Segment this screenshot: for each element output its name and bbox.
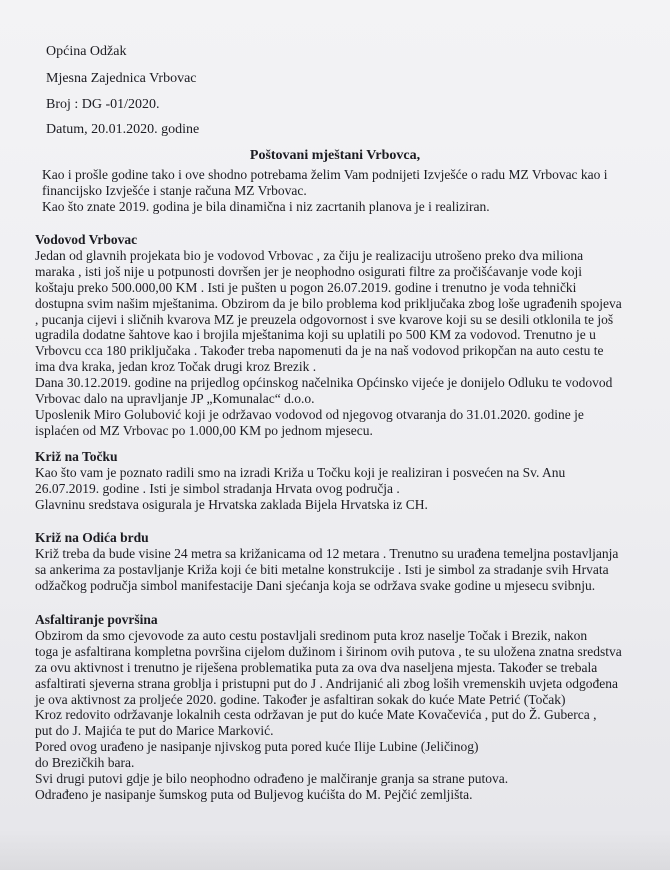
section-line: put do J. Majića te put do Marice Marković. — [35, 723, 274, 739]
reference-number: Broj : DG -01/2020. — [46, 97, 160, 112]
section-line: Vrbovac dalo na upravljanje JP „Komunalac“ d.o.o. — [35, 391, 315, 407]
section-line: Glavninu sredstava osigurala je Hrvatska zaklada Bijela Hrvatska iz CH. — [35, 496, 428, 512]
section-line: Vrbovcu cca 180 priključaka . Također treba napomenuti da je na naš vodovod prikopčan na auto cestu te — [35, 343, 604, 359]
section-line: ima dva kraka, jedan kroz Točak drugi kroz Brezik . — [35, 359, 317, 375]
section-line: isplaćen od MZ Vrbovac po 1.000,00 KM po jednom mjesecu. — [35, 422, 373, 438]
section-line: koštaju preko 500.000,00 KM . Isti je pušten u pogon 26.07.2019. godine i trenutno je voda tehnički — [35, 279, 577, 295]
section-line: do Brezičkih bara. — [35, 755, 135, 771]
section-line: asfaltirati sjeverna strana groblja i pristupni put do J . Andrijanić ali zbog loših vremenskih uvjeta odgođena — [35, 675, 618, 691]
section-title: Asfaltiranje površina — [35, 612, 158, 627]
municipality-line: Općina Odžak — [46, 44, 127, 59]
intro-line: Kao što znate 2019. godina je bila dinamična i niz zacrtanih planova je i realiziran. — [42, 198, 490, 214]
section-line: , pucanja cijevi i sličnih kvarova MZ je preuzela odgovornost i sve kvarove koji su se desili otklonila te još — [35, 311, 614, 327]
community-line: Mjesna Zajednica Vrbovac — [46, 71, 197, 86]
salutation: Poštovani mještani Vrbovca, — [249, 148, 421, 163]
section-line: dostupna svim našim mještanima. Obzirom da je bilo problema kod priključaka zbog loše ugrađenih spojeva — [35, 295, 622, 311]
section-line: toga je asfaltirana kompletna površina cijelom dužinom i širinom ovih putova , te su uložena znatna sredstva — [35, 643, 622, 659]
section-line: Kroz redovito održavanje lokalnih cesta održavan je put do kuće Mate Kovačevića , put do Ž. Guberca , — [35, 707, 597, 723]
intro-line: financijsko Izvješće i stanje računa MZ Vrbovac. — [42, 182, 307, 198]
section-line: za ovu aktivnost i trenutno je riješena problematika puta za ova dva naseljena mjesta. Također se trebala — [35, 659, 598, 675]
section-title: Križ na Točku — [35, 449, 118, 464]
section-kriz-odica-brdo — [35, 530, 645, 594]
section-vodovod — [35, 232, 645, 439]
section-line: Križ treba da bude visine 24 metra sa križanicama od 12 metara . Trenutno su urađena temeljna postavljanja — [35, 545, 619, 561]
paper-shadow — [0, 830, 670, 870]
section-line: Svi drugi putovi gdje je bilo neophodno odrađeno je malčiranje granja sa strane putova. — [35, 771, 509, 787]
section-asfaltiranje — [35, 612, 645, 803]
document-date: Datum, 20.01.2020. godine — [46, 122, 200, 137]
section-kriz-tocak — [35, 449, 645, 513]
intro-line: Kao i prošle godine tako i ove shodno potrebama želim Vam podnijeti Izvješće o radu MZ Vrbovac kao i — [42, 167, 608, 182]
section-line: odžačkog područja simbol manifestacije Dani sjećanja koja se održava svake godine u mjesecu svibnju. — [35, 577, 596, 593]
section-title: Križ na Odića brdu — [35, 530, 149, 545]
section-line: Obzirom da smo cjevovode za auto cestu postavljali sredinom puta kroz naselje Točak i Brezik, nakon — [35, 627, 588, 643]
section-line: 26.07.2019. godine . Isti je simbol stradanja Hrvata ovog područja . — [35, 480, 400, 496]
intro-paragraph — [35, 167, 645, 215]
section-line: je ova aktivnost za proljeće 2020. godine. Također je asfaltiran sokak do kuće Mate Petrić (Točak) — [35, 691, 566, 707]
section-line: Pored ovog urađeno je nasipanje njivskog puta pored kuće Ilije Lubine (Jeličinog) — [35, 739, 479, 755]
section-line: ugradila dodatne šahtove kao i brojila mještanima koji su uplatili po 500 KM za vodovod. Trenutno je u — [35, 327, 596, 343]
section-line: Dana 30.12.2019. godine na prijedlog općinskog načelnika Općinsko vijeće je donijelo Odluku te vodovod — [35, 375, 613, 391]
section-line: Kao što vam je poznato radili smo na izradi Križa u Točku koji je realiziran i posvećen na Sv. Anu — [35, 464, 566, 480]
section-line: Uposlenik Miro Golubović koji je održavao vodovod od njegovog otvaranja do 31.01.2020. godine je — [35, 406, 584, 422]
section-line: Odrađeno je nasipanje šumskog puta od Buljevog kućišta do M. Pejčić zemljišta. — [35, 786, 473, 802]
section-line: maraka , isti još nije u potpunosti dovršen jer je neophodno osigurati filtre za pročišćavanje vode koji — [35, 263, 582, 279]
section-title: Vodovod Vrbovac — [35, 232, 138, 247]
section-line: sa ankerima za postavljanje Križa koji će biti metalne konstrukcije . Isti je simbol za stradanje svih Hrvata — [35, 561, 609, 577]
section-line: Jedan od glavnih projekata bio je vodovod Vrbovac , za čiju je realizaciju utrošeno preko dva miliona — [35, 247, 584, 263]
